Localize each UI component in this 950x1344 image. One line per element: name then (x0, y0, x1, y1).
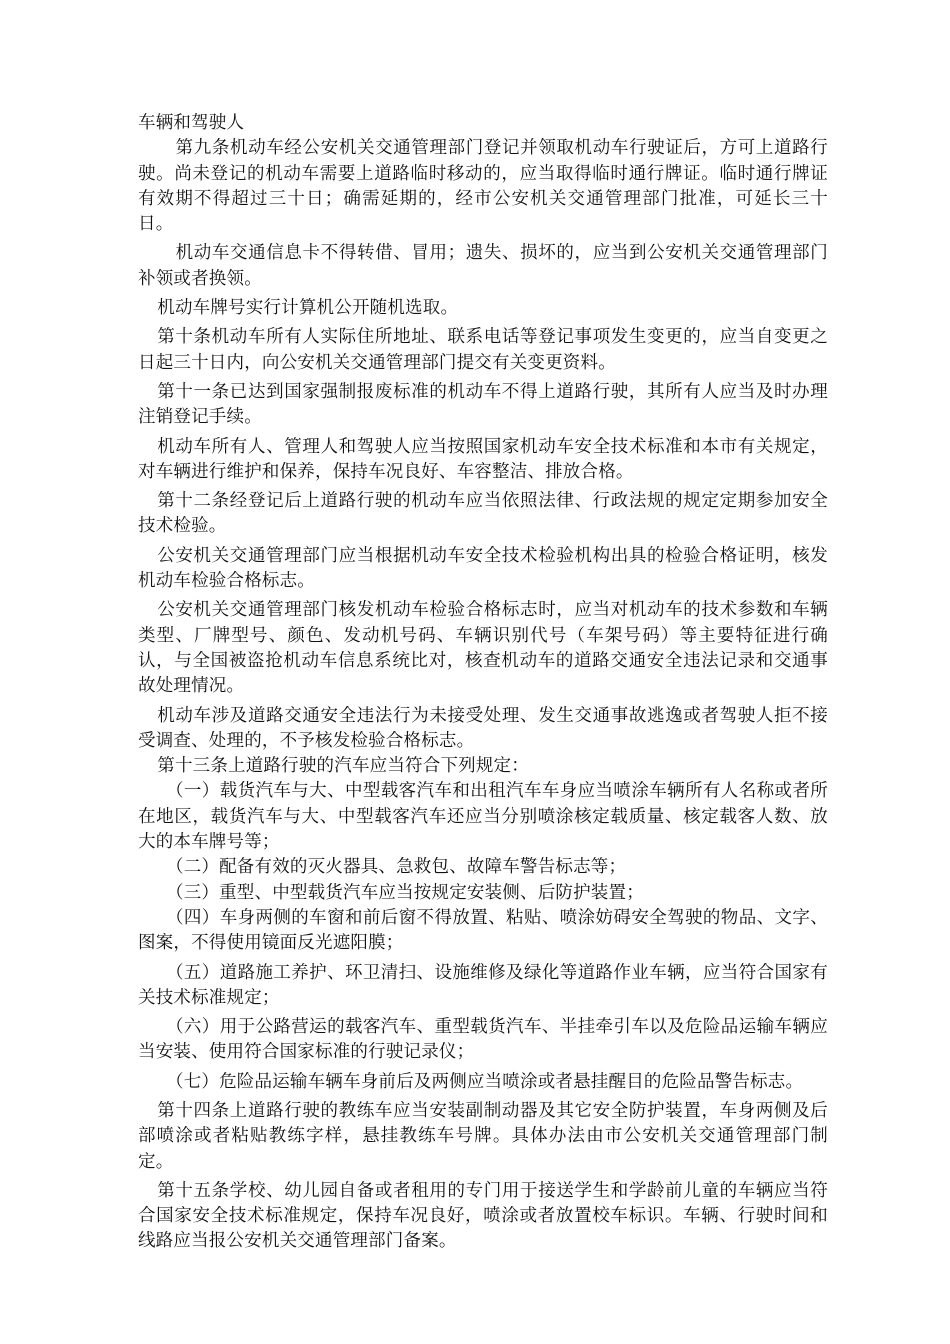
section-heading: 车辆和驾驶人 (138, 113, 245, 133)
paragraph-violation: 机动车涉及道路交通安全违法行为未接受处理、发生交通事故逃逸或者驾驶人拒不接受调查、处理的，不予核发检验合格标志。 (138, 705, 828, 751)
paragraph-article-13: 第十三条上道路行驶的汽车应当符合下列规定： (157, 756, 529, 777)
list-item-1: （一）载货汽车与大、中型载客汽车和出租汽车车身应当喷涂车辆所有人名称或者所在地区，载货汽车与大、中型载客汽车还应当分别喷涂核定载质量、核定载客人数、放大的本车牌号等； (138, 781, 828, 853)
document-page (138, 111, 828, 1255)
list-item-7: （七）危险品运输车辆车身前后及两侧应当喷涂或者悬挂醒目的危险品警告标志。 (166, 1071, 804, 1092)
paragraph-article-15: 第十五条学校、幼儿园自备或者租用的专门用于接送学生和学龄前儿童的车辆应当符合国家安全技术标准规定，保持车况良好，喷涂或者放置校车标识。车辆、行驶时间和线路应当报公安机关交通管理部门备案。 (138, 1180, 828, 1252)
list-item-3: （三）重型、中型载货汽车应当按规定安装侧、后防护装置； (166, 882, 644, 903)
paragraph-plate-number: 机动车牌号实行计算机公开随机选取。 (157, 298, 459, 319)
paragraph-article-11: 第十一条已达到国家强制报废标准的机动车不得上道路行驶，其所有人应当及时办理注销登记手续。 (138, 381, 828, 428)
paragraph-article-10: 第十条机动车所有人实际住所地址、联系电话等登记事项发生变更的，应当自变更之日起三十日内，向公安机关交通管理部门提交有关变更资料。 (138, 327, 828, 373)
list-item-4: （四）车身两侧的车窗和前后窗不得放置、粘贴、喷涂妨碍安全驾驶的物品、文字、图案，不得使用镜面反光遮阳膜； (138, 907, 828, 954)
paragraph-inspection-check: 公安机关交通管理部门核发机动车检验合格标志时，应当对机动车的技术参数和车辆类型、厂牌型号、颜色、发动机号码、车辆识别代号（车架号码）等主要特征进行确认，与全国被盗抢机动车信息系统比对，核查机动车的道路交通安全违法记录和交通事故处理情况。 (138, 600, 828, 697)
paragraph-inspection-mark: 公安机关交通管理部门应当根据机动车安全技术检验机构出具的检验合格证明，核发机动车检验合格标志。 (138, 545, 828, 592)
paragraph-article-14: 第十四条上道路行驶的教练车应当安装副制动器及其它安全防护装置，车身两侧及后部喷涂或者粘贴教练字样，悬挂教练车号牌。具体办法由市公安机关交通管理部门制定。 (138, 1100, 828, 1172)
list-item-5: （五）道路施工养护、环卫清扫、设施维修及绿化等道路作业车辆，应当符合国家有关技术标准规定； (138, 962, 828, 1008)
paragraph-article-12: 第十二条经登记后上道路行驶的机动车应当依照法律、行政法规的规定定期参加安全技术检验。 (138, 491, 828, 537)
paragraph-maintenance: 机动车所有人、管理人和驾驶人应当按照国家机动车安全技术标准和本市有关规定，对车辆进行维护和保养，保持车况良好、车容整洁、排放合格。 (138, 436, 828, 482)
list-item-2: （二）配备有效的灭火器具、急救包、故障车警告标志等； (166, 857, 627, 878)
paragraph-article-9: 第九条机动车经公安机关交通管理部门登记并领取机动车行驶证后，方可上道路行驶。尚未登记的机动车需要上道路临时移动的，应当取得临时通行牌证。临时通行牌证有效期不得超过三十日；确需延期的，经市公安机关交通管理部门批准，可延长三十日。 (138, 138, 828, 235)
paragraph-info-card: 机动车交通信息卡不得转借、冒用；遗失、损坏的，应当到公安机关交通管理部门补领或者换领。 (138, 243, 828, 289)
list-item-6: （六）用于公路营运的载客汽车、重型载货汽车、半挂牵引车以及危险品运输车辆应当安装、使用符合国家标准的行驶记录仪； (138, 1017, 828, 1063)
